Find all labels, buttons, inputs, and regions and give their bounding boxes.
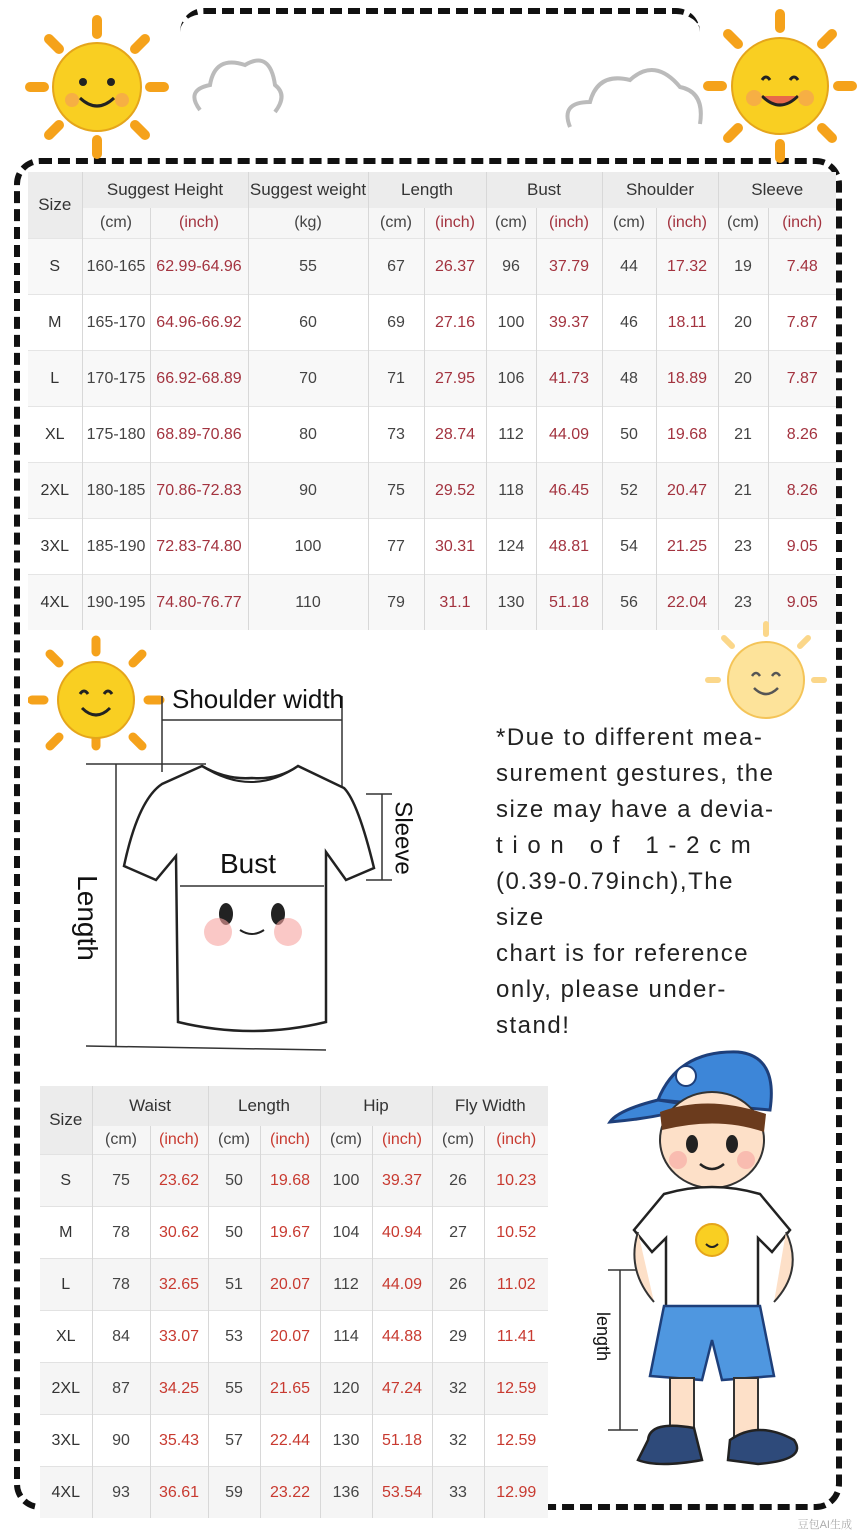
table-cell: 64.96-66.92 [150, 295, 248, 351]
table-cell: 27.16 [424, 295, 486, 351]
table-cell: 19.67 [260, 1207, 320, 1259]
table-cell: 32.65 [150, 1259, 208, 1311]
table-cell: 48 [602, 351, 656, 407]
table-row [28, 295, 836, 351]
table-cell: 170-175 [82, 351, 150, 407]
unit-header: (cm) [718, 208, 768, 239]
table-row [40, 1311, 548, 1363]
table-cell: 17.32 [656, 239, 718, 295]
table-cell: 33.07 [150, 1311, 208, 1363]
table-cell: 7.48 [768, 239, 836, 295]
size-cell: XL [28, 407, 82, 463]
length-label: Length [71, 875, 103, 961]
table-cell: 104 [320, 1207, 372, 1259]
unit-header: (cm) [432, 1126, 484, 1155]
table-cell: 22.04 [656, 575, 718, 631]
table-cell: 47.24 [372, 1363, 432, 1415]
size-cell: 3XL [28, 519, 82, 575]
table-row [28, 519, 836, 575]
table-cell: 26 [432, 1155, 484, 1207]
table-cell: 33 [432, 1467, 484, 1519]
unit-header: (cm) [208, 1126, 260, 1155]
kid-length-label: length [593, 1311, 614, 1362]
size-cell: 2XL [40, 1363, 92, 1415]
table-cell: 20 [718, 351, 768, 407]
table-row [40, 1363, 548, 1415]
table-cell: 46 [602, 295, 656, 351]
table-cell: 79 [368, 575, 424, 631]
table-cell: 8.26 [768, 463, 836, 519]
table-cell: 30.31 [424, 519, 486, 575]
table-cell: 44.09 [536, 407, 602, 463]
table-cell: 11.41 [484, 1311, 548, 1363]
table-cell: 9.05 [768, 575, 836, 631]
table-cell: 7.87 [768, 295, 836, 351]
top-dashed-border [180, 8, 700, 32]
unit-header: (inch) [150, 208, 248, 239]
table-cell: 90 [248, 463, 368, 519]
group-header: Shoulder [602, 172, 718, 208]
table-cell: 23 [718, 575, 768, 631]
table-cell: 20 [718, 295, 768, 351]
table-row [40, 1259, 548, 1311]
unit-header: (inch) [768, 208, 836, 239]
table-cell: 112 [486, 407, 536, 463]
table-cell: 27.95 [424, 351, 486, 407]
size-cell: M [28, 295, 82, 351]
table-cell: 20.07 [260, 1259, 320, 1311]
group-header: Fly Width [432, 1086, 548, 1126]
group-header: Suggest weight [248, 172, 368, 208]
table-cell: 21 [718, 407, 768, 463]
table-cell: 50 [602, 407, 656, 463]
group-header: Hip [320, 1086, 432, 1126]
table-row [28, 463, 836, 519]
table-cell: 51 [208, 1259, 260, 1311]
kid-illustration [598, 1040, 828, 1500]
table-cell: 112 [320, 1259, 372, 1311]
group-header: Length [208, 1086, 320, 1126]
table-cell: 75 [368, 463, 424, 519]
table-cell: 55 [208, 1363, 260, 1415]
table-cell: 28.74 [424, 407, 486, 463]
table-cell: 185-190 [82, 519, 150, 575]
table-cell: 22.44 [260, 1415, 320, 1467]
table-cell: 100 [486, 295, 536, 351]
table-cell: 67 [368, 239, 424, 295]
shoulder-width-label: Shoulder width [172, 684, 344, 714]
size-header: Size [28, 172, 82, 239]
table-cell: 19 [718, 239, 768, 295]
table-cell: 37.79 [536, 239, 602, 295]
table-cell: 39.37 [372, 1155, 432, 1207]
table-cell: 29 [432, 1311, 484, 1363]
table-cell: 40.94 [372, 1207, 432, 1259]
table-cell: 74.80-76.77 [150, 575, 248, 631]
table-cell: 130 [486, 575, 536, 631]
unit-header: (cm) [82, 208, 150, 239]
table-cell: 31.1 [424, 575, 486, 631]
size-cell: S [40, 1155, 92, 1207]
table-cell: 39.37 [536, 295, 602, 351]
size-cell: M [40, 1207, 92, 1259]
table-cell: 53 [208, 1311, 260, 1363]
cloud-right-icon [560, 52, 710, 142]
note-line: stand! [496, 1012, 571, 1039]
unit-header: (inch) [260, 1126, 320, 1155]
sun-left-icon [22, 12, 172, 162]
table-cell: 60 [248, 295, 368, 351]
table-cell: 124 [486, 519, 536, 575]
table-cell: 23 [718, 519, 768, 575]
group-header: Length [368, 172, 486, 208]
group-header: Sleeve [718, 172, 836, 208]
table-cell: 57 [208, 1415, 260, 1467]
unit-header: (inch) [150, 1126, 208, 1155]
table-cell: 136 [320, 1467, 372, 1519]
unit-header: (inch) [656, 208, 718, 239]
table-cell: 20.07 [260, 1311, 320, 1363]
table-cell: 36.61 [150, 1467, 208, 1519]
table-cell: 87 [92, 1363, 150, 1415]
table-cell: 190-195 [82, 575, 150, 631]
table-cell: 78 [92, 1259, 150, 1311]
note-line: surement gestures, the [496, 760, 775, 787]
note-line: chart is for reference [496, 940, 750, 967]
table-cell: 100 [248, 519, 368, 575]
table-cell: 110 [248, 575, 368, 631]
table-cell: 18.11 [656, 295, 718, 351]
table-row [40, 1155, 548, 1207]
group-header: Waist [92, 1086, 208, 1126]
note-line: (0.39-0.79inch),The size [496, 868, 734, 931]
table-cell: 44.09 [372, 1259, 432, 1311]
table-cell: 18.89 [656, 351, 718, 407]
note-line: *Due to different mea- [496, 724, 764, 751]
table-cell: 26.37 [424, 239, 486, 295]
table-cell: 21.65 [260, 1363, 320, 1415]
table-cell: 20.47 [656, 463, 718, 519]
note-line: only, please under- [496, 976, 727, 1003]
table-cell: 23.22 [260, 1467, 320, 1519]
sleeve-label: Sleeve [389, 801, 417, 875]
table-cell: 73 [368, 407, 424, 463]
table-cell: 54 [602, 519, 656, 575]
size-header: Size [40, 1086, 92, 1155]
note-line: size may have a devia- [496, 796, 775, 823]
size-cell: L [40, 1259, 92, 1311]
table-cell: 77 [368, 519, 424, 575]
table-cell: 12.59 [484, 1363, 548, 1415]
cloud-left-icon [180, 40, 290, 130]
table-cell: 68.89-70.86 [150, 407, 248, 463]
table-cell: 175-180 [82, 407, 150, 463]
table-cell: 29.52 [424, 463, 486, 519]
table-cell: 106 [486, 351, 536, 407]
size-cell: XL [40, 1311, 92, 1363]
table-cell: 30.62 [150, 1207, 208, 1259]
size-cell: 4XL [40, 1467, 92, 1519]
table-row [40, 1467, 548, 1519]
table-cell: 62.99-64.96 [150, 239, 248, 295]
table-cell: 80 [248, 407, 368, 463]
table-cell: 19.68 [260, 1155, 320, 1207]
table-cell: 7.87 [768, 351, 836, 407]
sun-mid-right-icon [700, 620, 830, 730]
table-cell: 52 [602, 463, 656, 519]
table-cell: 51.18 [372, 1415, 432, 1467]
table-cell: 44.88 [372, 1311, 432, 1363]
table-cell: 32 [432, 1363, 484, 1415]
unit-header: (cm) [602, 208, 656, 239]
table-cell: 120 [320, 1363, 372, 1415]
table-cell: 27 [432, 1207, 484, 1259]
table-cell: 84 [92, 1311, 150, 1363]
bust-label: Bust [220, 848, 277, 879]
unit-header: (cm) [368, 208, 424, 239]
table-cell: 53.54 [372, 1467, 432, 1519]
table-cell: 78 [92, 1207, 150, 1259]
table-cell: 46.45 [536, 463, 602, 519]
table-cell: 26 [432, 1259, 484, 1311]
unit-header: (cm) [92, 1126, 150, 1155]
table-cell: 8.26 [768, 407, 836, 463]
table-cell: 23.62 [150, 1155, 208, 1207]
table-row [40, 1207, 548, 1259]
table-cell: 59 [208, 1467, 260, 1519]
watermark: 豆包AI生成 [797, 1519, 852, 1531]
size-cell: L [28, 351, 82, 407]
table-cell: 44 [602, 239, 656, 295]
table-row [28, 407, 836, 463]
table-cell: 69 [368, 295, 424, 351]
unit-header: (cm) [486, 208, 536, 239]
table-cell: 19.68 [656, 407, 718, 463]
table-cell: 34.25 [150, 1363, 208, 1415]
table-row [28, 351, 836, 407]
table-cell: 165-170 [82, 295, 150, 351]
table-row [28, 239, 836, 295]
unit-header: (inch) [372, 1126, 432, 1155]
group-header: Bust [486, 172, 602, 208]
table-cell: 9.05 [768, 519, 836, 575]
table-cell: 118 [486, 463, 536, 519]
table-cell: 93 [92, 1467, 150, 1519]
table-cell: 160-165 [82, 239, 150, 295]
unit-header: (inch) [424, 208, 486, 239]
size-cell: 2XL [28, 463, 82, 519]
table-cell: 130 [320, 1415, 372, 1467]
table-cell: 70 [248, 351, 368, 407]
size-cell: 3XL [40, 1415, 92, 1467]
table-cell: 100 [320, 1155, 372, 1207]
table-cell: 10.23 [484, 1155, 548, 1207]
table-cell: 90 [92, 1415, 150, 1467]
bottom-size-table [40, 1086, 548, 1518]
table-cell: 21.25 [656, 519, 718, 575]
table-cell: 51.18 [536, 575, 602, 631]
table-cell: 56 [602, 575, 656, 631]
table-row [40, 1415, 548, 1467]
top-size-table [28, 172, 836, 630]
unit-header: (inch) [484, 1126, 548, 1155]
table-cell: 50 [208, 1155, 260, 1207]
table-cell: 11.02 [484, 1259, 548, 1311]
table-cell: 96 [486, 239, 536, 295]
group-header: Suggest Height [82, 172, 248, 208]
table-cell: 50 [208, 1207, 260, 1259]
unit-header: (cm) [320, 1126, 372, 1155]
table-cell: 32 [432, 1415, 484, 1467]
table-cell: 35.43 [150, 1415, 208, 1467]
table-cell: 72.83-74.80 [150, 519, 248, 575]
table-cell: 66.92-68.89 [150, 351, 248, 407]
size-cell: 4XL [28, 575, 82, 631]
table-cell: 71 [368, 351, 424, 407]
table-cell: 10.52 [484, 1207, 548, 1259]
table-cell: 12.99 [484, 1467, 548, 1519]
table-cell: 70.86-72.83 [150, 463, 248, 519]
size-cell: S [28, 239, 82, 295]
note-line: t i o n o f 1 - 2 c m [496, 832, 753, 859]
table-cell: 12.59 [484, 1415, 548, 1467]
table-cell: 55 [248, 239, 368, 295]
table-cell: 114 [320, 1311, 372, 1363]
table-cell: 41.73 [536, 351, 602, 407]
unit-header: (kg) [248, 208, 368, 239]
table-cell: 75 [92, 1155, 150, 1207]
sun-right-icon [700, 6, 860, 166]
table-cell: 48.81 [536, 519, 602, 575]
table-cell: 180-185 [82, 463, 150, 519]
table-cell: 21 [718, 463, 768, 519]
unit-header: (inch) [536, 208, 602, 239]
deviation-note [496, 720, 786, 1044]
